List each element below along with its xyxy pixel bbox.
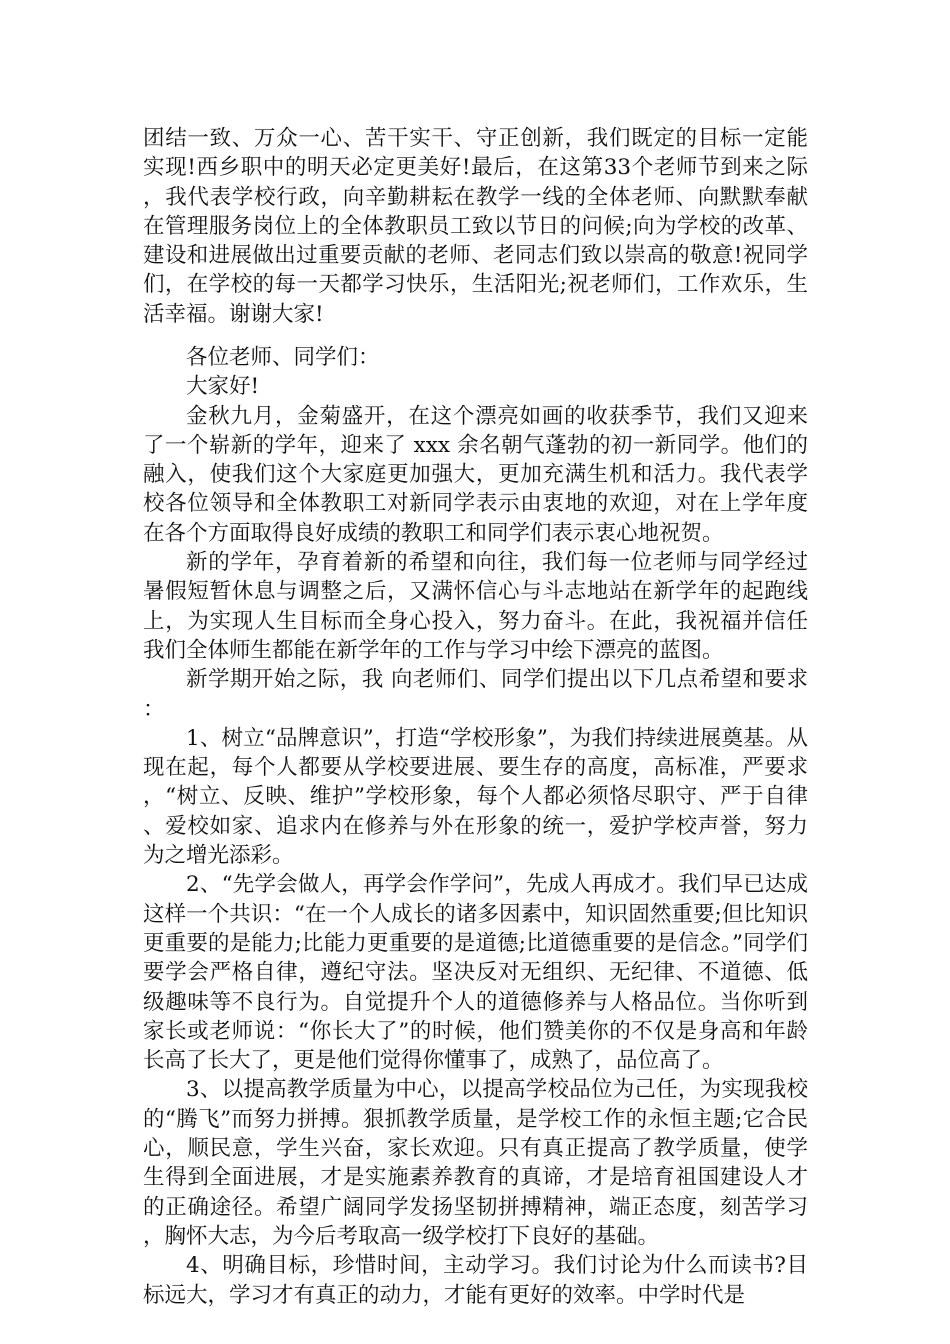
paragraph-point-4: 4、明确目标，珍惜时间，主动学习。我们讨论为什么而读书?目标远大，学习才有真正的动力，才能有更好的效率。中学时代是 (143, 1253, 808, 1308)
paragraph-point-3: 3、以提高教学质量为中心，以提高学校品位为己任，为实现我校的“腾飞”而努力拼搏。狠抓教学质量，是学校工作的永恒主题;它合民心，顺民意，学生兴奋，家长欢迎。只有真正提高了教学质量，使学生得到全面进展，才是实施素养教育的真谛，才是培育祖国建设人才的正确途径。希望广阔同学发扬坚韧拼搏精神，端正态度，刻苦学习，胸怀大志，为今后考取高一级学校打下良好的基础。 (143, 1077, 808, 1249)
paragraph-point-2: 2、“先学会做人，再学会作学问”，先成人再成才。我们早已达成这样一个共识：“在一个人成长的诸多因素中，知识固然重要;但比知识更重要的是能力;比能力更重要的是道德;比道德重要的是信念。”同学们要学会严格自律，遵纪守法。坚决反对无组织、无纪律、不道德、低级趣味等不良行为。自觉提升个人的道德修养与人格品位。当你听到家长或老师说：“你长大了”的时候，他们赞美你的不仅是身高和年龄长高了长大了，更是他们觉得你懂事了，成熟了，品位高了。 (143, 872, 808, 1074)
closing-paragraph: 团结一致、万众一心、苦干实干、守正创新，我们既定的目标一定能实现!西乡职中的明天必定更美好!最后，在这第33个老师节到来之际，我代表学校行政，向辛勤耕耘在教学一线的全体老师、向默默奉献在管理服务岗位上的全体教职员工致以节日的问候;向为学校的改革、建设和进展做出过重要贡献的老师、老同志们致以崇高的敬意!祝同学们，在学校的每一天都学习快乐，生活阳光;祝老师们，工作欢乐，生活幸福。谢谢大家! (143, 126, 808, 327)
speech-text-block (143, 343, 808, 1310)
paragraph-point-1: 1、树立“品牌意识”，打造“学校形象”，为我们持续进展奠基。从现在起，每个人都要从学校要进展、要生存的高度，高标准，严要求，“树立、反映、维护”学校形象，每个人都必须恪尽职守、严于自律、爱校如家、追求内在修养与外在形象的统一，爱护学校声誉，努力为之增光添彩。 (143, 725, 808, 869)
greeting: 大家好! (186, 374, 260, 400)
closing-paragraph-block (143, 124, 808, 329)
paragraph-opening: 金秋九月，金菊盛开，在这个漂亮如画的收获季节，我们又迎来了一个崭新的学年，迎来了 xxx 余名朝气蓬勃的初一新同学。他们的融入，使我们这个大家庭更加强大，更加充满生机和活力。我代表学校各位领导和全体教职工对新同学表示由衷地的欢迎，对在上学年度在各个方面取得良好成绩的教职工和同学们表示衷心地祝贺。 (143, 403, 808, 546)
salutation: 各位老师、同学们： (186, 345, 380, 370)
paragraph-requirements-intro: 新学期开始之际，我 向老师们、同学们提出以下几点希望和要求： (143, 667, 808, 722)
paragraph-new-year: 新的学年，孕育着新的希望和向往，我们每一位老师与同学经过暑假短暂休息与调整之后，又满怀信心与斗志地站在新学年的起跑线上，为实现人生目标而全身心投入，努力奋斗。在此，我祝福并信任我们全体师生都能在新学年的工作与学习中绘下漂亮的蓝图。 (143, 550, 808, 663)
